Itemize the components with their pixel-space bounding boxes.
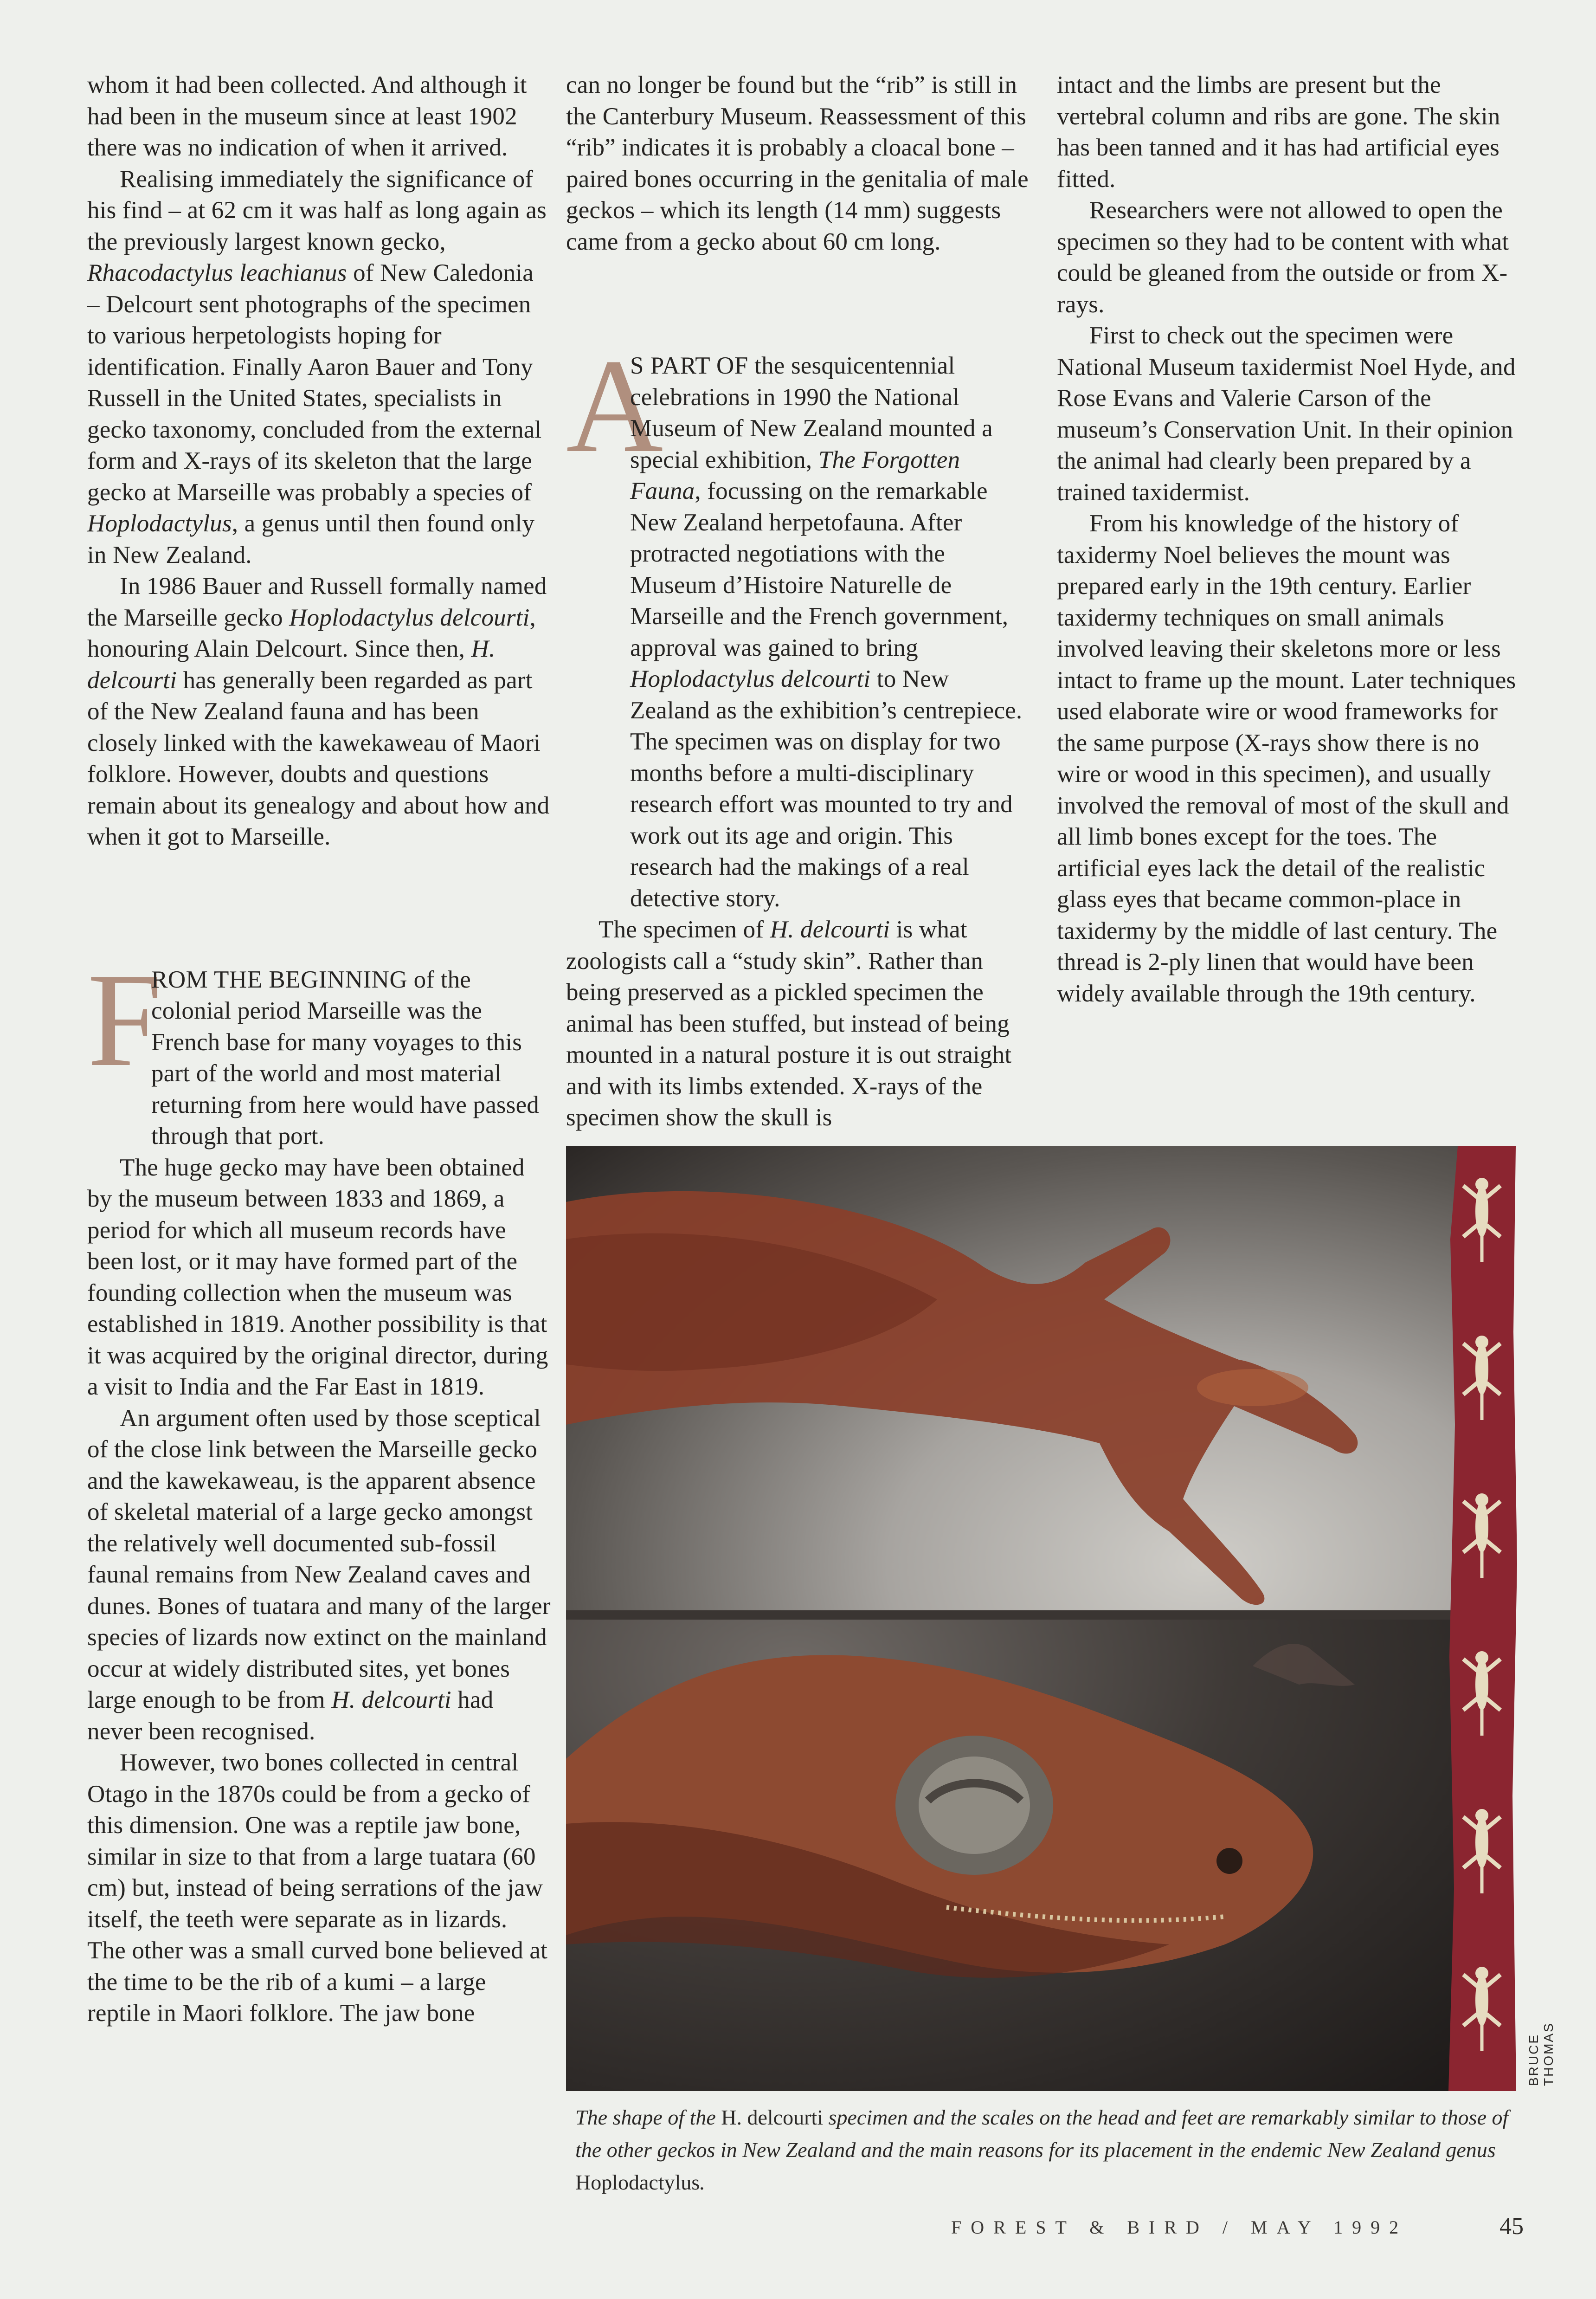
drop-cap: F <box>87 945 162 1094</box>
article-column-2 <box>566 70 1030 1134</box>
paragraph: whom it had been collected. And although it had been in the museum since at least 1902 there was no indication of when it arrived. <box>87 71 527 161</box>
section-opening-caps: ROM THE BEGINNING <box>151 966 408 993</box>
paragraph: intact and the limbs are present but the vertebral column and ribs are gone. The skin has been tanned and it has had artificial eyes fitted. <box>1057 71 1500 193</box>
gecko-head-photo <box>566 1620 1476 2091</box>
paragraph: Realising immediately the significance of his find – at 62 cm it was half as long again as the previously largest known gecko, Rhacodactylus leachianus of New Caledonia – Delcourt sent photographs of the specimen to various herpetologists hoping for identification. Finally Aaron Bauer and Tony Russell in the United States, specialists in gecko taxonomy, concluded from the external form and X-rays of its skeleton that the large gecko at Marseille was probably a species of Hoplodactylus, a genus until then found only in New Zealand. <box>87 165 547 568</box>
paragraph: An argument often used by those sceptical of the close link between the Marseille gecko and the kawekaweau, is the apparent absence of skeletal material of a large gecko amongst the relatively well documented sub-fossil faunal remains from New Zealand caves and dunes. Bones of tuatara and many of the larger species of lizards now extinct on the mainland occur at widely distributed sites, yet bones large enough to be from H. delcourti had never been recognised. <box>87 1404 551 1745</box>
paragraph: The specimen of H. delcourti is what zoologists call a “study skin”. Rather than being preserved as a pickled specimen the animal has been stuffed, but instead of being mounted in a natural posture it is out straight and with its limbs extended. X-rays of the specimen show the skull is <box>566 916 1012 1131</box>
gecko-head-illustration <box>566 1620 1476 2091</box>
section-lead: A S PART OF the sesquicentennial celebrations in 1990 the National Museum of New Zealand mounted a special exhibition, The Forgotten Fauna, focussing on the remarkable New Zealand herpetofauna. After protracted negotiations with the Museum d’Histoire Naturelle de Marseille and the French government, approval was gained to bring Hoplodactylus delcourti to New Zealand as the exhibition’s centrepiece. The specimen was on display for two months before a multi-disciplinary research effort was mounted to try and work out its age and origin. This research had the makings of a real detective story. <box>566 331 1023 912</box>
paragraph: However, two bones collected in central Otago in the 1870s could be from a gecko of this dimension. One was a reptile jaw bone, similar in size to that from a large tuatara (60 cm) but, instead of being serrations of the jaw itself, the teeth were separate as in lizards. The other was a small curved bone believed at the time to be the rib of a kumi – a large reptile in Maori folklore. The jaw bone <box>87 1749 548 2027</box>
page-number: 45 <box>1499 2213 1524 2240</box>
publication-footer: FOREST & BIRD / MAY 1992 <box>951 2217 1408 2238</box>
section-opening-caps: S PART OF <box>630 352 748 379</box>
paragraph: First to check out the specimen were National Museum taxidermist Noel Hyde, and Rose Evans and Valerie Carson of the museum’s Conservation Unit. In their opinion the animal had clearly been prepared by a trained taxidermist. <box>1057 322 1516 506</box>
gecko-motif-strip <box>1444 1146 1518 2091</box>
paragraph: can no longer be found but the “rib” is still in the Canterbury Museum. Reassessment of this “rib” indicates it is probably a cloacal bone – paired bones occurring in the genitalia of male geckos – which its length (14 mm) suggests came from a gecko about 60 cm long. <box>566 71 1029 255</box>
paragraph: The huge gecko may have been obtained by the museum between 1833 and 1869, a period for which all museum records have been lost, or it may have formed part of the founding collection when the museum was established in 1819. Another possibility is that it was acquired by the original director, during a visit to India and the Far East in 1819. <box>87 1154 548 1400</box>
paragraph: In 1986 Bauer and Russell formally named the Marseille gecko Hoplodactylus delcourti, honouring Alain Delcourt. Since then, H. delcourti has generally been regarded as part of the New Zealand fauna and has been closely linked with the kawekaweau of Maori folklore. However, doubts and questions remain about its genealogy and about how and when it got to Marseille. <box>87 573 550 850</box>
drop-cap: A <box>566 331 663 480</box>
photo-caption: The shape of the H. delcourti specimen and the scales on the head and feet are remarkably similar to those of the other geckos in New Zealand and the main reasons for its placement in the endemic New Zealand genus Hoplodactylus. <box>575 2105 1509 2194</box>
gecko-specimen-photo <box>566 1146 1476 2091</box>
article-column-3 <box>1057 70 1521 1009</box>
paragraph: From his knowledge of the history of taxidermy Noel believes the mount was prepared early in the 19th century. Earlier taxidermy techniques on small animals involved leaving their skeletons more or less intact to frame up the mount. Later techniques used elaborate wire or wood frameworks for the same purpose (X-rays show there is no wire or wood in this specimen), and usually involved the removal of most of the skull and all limb bones except for the toes. The artificial eyes lack the detail of the realistic glass eyes that became common-place in taxidermy by the middle of last century. The thread is 2-ply linen that would have been widely available through the 19th century. <box>1057 510 1516 1007</box>
gecko-foot-illustration <box>566 1146 1476 1610</box>
paragraph: Researchers were not allowed to open the specimen so they had to be content with what could be gleaned from the outside or from X-rays. <box>1057 197 1509 318</box>
article-column-1 <box>87 70 551 2029</box>
section-lead: F ROM THE BEGINNING of the colonial period Marseille was the French base for many voyages to this part of the world and most material returning from here would have passed through that port. <box>87 945 539 1150</box>
gecko-foot-photo <box>566 1146 1476 1610</box>
photo-credit: BRUCE THOMAS <box>1526 2022 1556 2086</box>
